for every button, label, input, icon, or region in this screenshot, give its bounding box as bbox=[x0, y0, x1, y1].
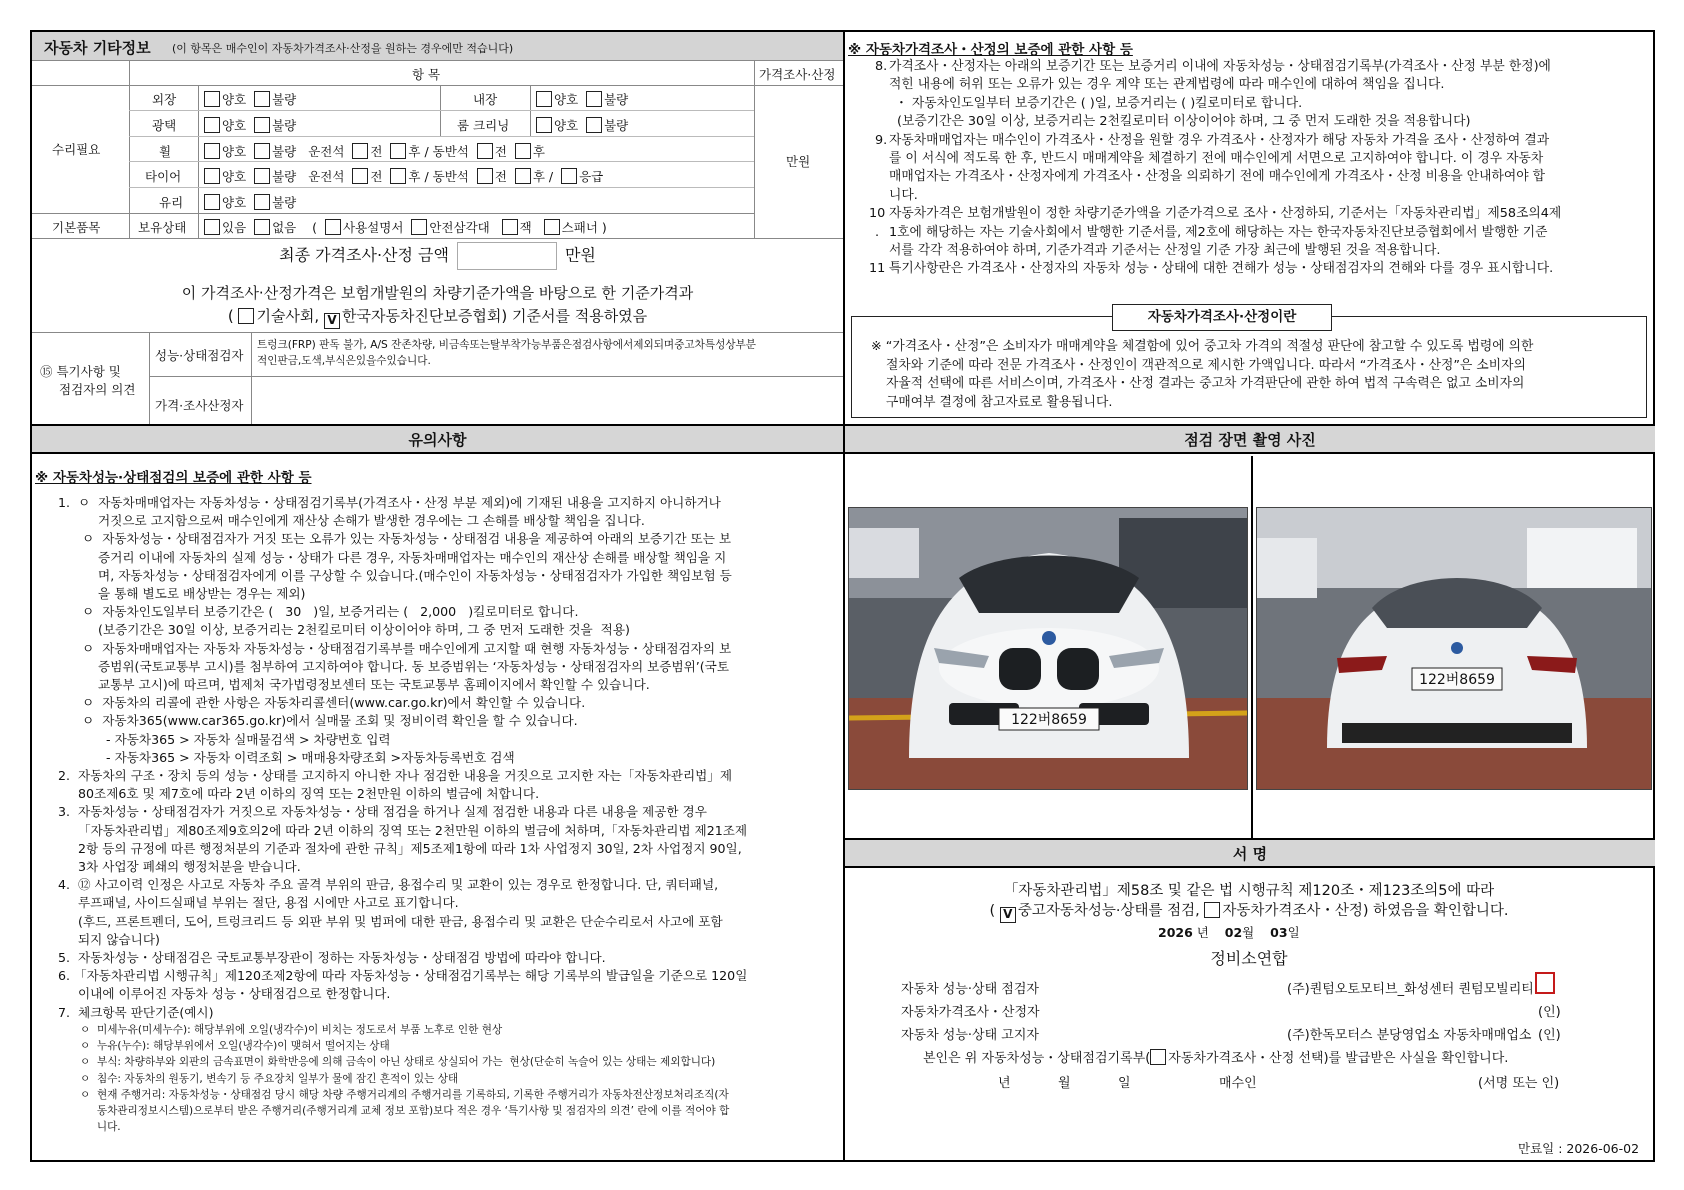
interior-options: 양호 불량 bbox=[536, 90, 628, 108]
notice-line: 거짓으로 고지함으로써 매수인에게 재산상 손해가 발생한 경우에는 그 손해를 배상할 책임을 집니다. bbox=[58, 513, 645, 529]
notice-line: 3차 사업장 폐쇄의 행정처분을 받습니다. bbox=[58, 859, 301, 875]
owned-options: 있음 없음 ( 사용설명서 안전삼각대 잭 스패너 ) bbox=[204, 218, 607, 236]
front-car-photo-image bbox=[849, 508, 1248, 790]
price-assessment-box-title: 자동차가격조사·산정이란 bbox=[1112, 304, 1332, 331]
notice-line: 7. 체크항목 판단기준(예시) bbox=[58, 1004, 214, 1020]
basis-engineers-checkbox[interactable] bbox=[238, 308, 254, 324]
price-unit: 만원 bbox=[786, 154, 811, 169]
notifier-seal: (인) bbox=[1538, 1028, 1561, 1043]
tire-driver-front-checkbox[interactable] bbox=[352, 168, 368, 184]
triangle-checkbox[interactable] bbox=[411, 219, 427, 235]
final-price-label: 최종 가격조사·산정 금액 bbox=[279, 245, 449, 265]
tire-bad-checkbox[interactable] bbox=[254, 168, 270, 184]
repair-needed-label: 수리필요 bbox=[52, 142, 101, 157]
criteria-line: ㅇ 누유(누수): 해당부위에서 오일(냉각수)이 맺혀서 떨어지는 상태 bbox=[80, 1040, 390, 1053]
tire-passenger-front-checkbox[interactable] bbox=[477, 168, 493, 184]
notice-line: 되지 않습니다) bbox=[58, 931, 160, 947]
photo-band: 점검 장면 촬영 사진 bbox=[845, 424, 1655, 454]
row-exterior-label: 외장 bbox=[152, 92, 177, 107]
notifier-name: (주)한독모터스 분당영업소 자동차매매업소 bbox=[1287, 1028, 1532, 1043]
jack-checkbox[interactable] bbox=[502, 219, 518, 235]
col-price-header: 가격조사·산정 bbox=[759, 67, 836, 82]
notice-line: 3. 자동차성능・상태점검자가 거짓으로 자동차성능・상태 점검을 하거나 실제 점검한 내용과 다른 내용을 제공한 경우 bbox=[58, 804, 707, 820]
wheel-driver-front-checkbox[interactable] bbox=[352, 143, 368, 159]
exterior-good-checkbox[interactable] bbox=[204, 91, 220, 107]
front-car-photo bbox=[848, 507, 1248, 790]
wheel-options: 양호 불량 운전석 전 후 / 동반석 전 후 bbox=[204, 142, 545, 160]
tire-good-checkbox[interactable] bbox=[204, 168, 220, 184]
notice-line: 2항 등의 규정에 따른 행정처분의 기준과 절차에 관한 규칙」제5조제1항에 따라 1차 사업정지 30일, 2차 사업정지 90일, bbox=[58, 840, 742, 856]
row-wheel-label: 휠 bbox=[159, 144, 172, 159]
glass-bad-checkbox[interactable] bbox=[254, 194, 270, 210]
rear-car-photo-image bbox=[1257, 508, 1652, 790]
row-room-cleaning-label: 룸 크리닝 bbox=[457, 118, 510, 133]
notice-line: 1. ㅇ 자동차매매업자는 자동차성능・상태점검기록부(가격조사・산정 부분 제외)에 기재된 내용을 고지하지 아니하거나 bbox=[58, 495, 721, 510]
notice-band: 유의사항 bbox=[32, 424, 843, 454]
inspection-record-sheet bbox=[30, 30, 1655, 1162]
row-tire-label: 타이어 bbox=[145, 169, 182, 184]
exterior-options: 양호 불량 bbox=[204, 90, 296, 108]
sign-org: 정비소연합 bbox=[1210, 949, 1288, 968]
wheel-bad-checkbox[interactable] bbox=[254, 143, 270, 159]
inspector-label: 자동차 성능·상태 점검자 bbox=[901, 982, 1039, 997]
room-cleaning-good-checkbox[interactable] bbox=[536, 117, 552, 133]
owned-have-checkbox[interactable] bbox=[204, 219, 220, 235]
notice-line: 교통부 고시)에 따르며, 법제처 국가법령정보센터 또는 국토교통부 홈페이지에서 확인할 수 있습니다. bbox=[58, 677, 650, 693]
row-interior-label: 내장 bbox=[473, 92, 498, 107]
performance-inspector-label: 성능·상태점검자 bbox=[155, 348, 244, 363]
criteria-line: 니다. bbox=[80, 1121, 121, 1134]
price-assessment-box-text: ※ “가격조사・산정”은 소비자가 매매계약을 체결함에 있어 중고차 가격의 적절성 판단에 참고할 수 있도록 법령에 의한 절차와 기준에 따라 전문 가격조사・산정인이 객관적으로 제시한 가액입니다. 따라서 “가격조사・산정”은 소비자의 자율적 선택에 따른 서비스이며, 가격조사・산정 결과는 중고차 가격판단에 관한 하여 법적 구속력은 없고 소비자의 구매여부 결정에 참고자료로 활용됩니다. bbox=[871, 339, 1534, 410]
notice-line: 며, 자동차성능・상태점검자에게 이를 구상할 수 있습니다.(매수인이 자동차성능・상태점검자가 가입한 책임보험 등 bbox=[58, 567, 732, 583]
basis-line-1: 이 가격조사·산정가격은 보험개발원의 차량기준가액을 바탕으로 한 기준가격과 bbox=[181, 284, 694, 302]
notice-line: 루프패널, 사이드실패널 부위는 절단, 용접 시에만 사고로 표기합니다. bbox=[58, 895, 459, 911]
wheel-good-checkbox[interactable] bbox=[204, 143, 220, 159]
col-item-header: 항 목 bbox=[412, 67, 441, 82]
notice-line: 을 통해 별도로 배상받는 경우는 제외) bbox=[58, 586, 306, 602]
row-polish-label: 광택 bbox=[152, 118, 177, 133]
notice-line: ㅇ 자동차매매업자는 자동차 자동차성능・상태점검기록부를 매수인에게 고지할 때 현행 자동차성능・상태점검자의 보 bbox=[58, 640, 732, 656]
owned-none-checkbox[interactable] bbox=[254, 219, 270, 235]
buyer-price-checkbox[interactable] bbox=[1150, 1049, 1166, 1065]
inspector-name: (주)퀀텀오토모티브_화성센터 퀀텀모빌리티 bbox=[1287, 982, 1534, 997]
company-seal-icon bbox=[1535, 972, 1555, 994]
rear-car-photo bbox=[1256, 507, 1652, 790]
price-inspector-label: 가격·조사산정자 bbox=[155, 398, 244, 413]
notice-line: ㅇ 자동차365(www.car365.go.kr)에서 실매물 조회 및 정비이력 확인을 할 수 있습니다. bbox=[58, 713, 578, 729]
exterior-bad-checkbox[interactable] bbox=[254, 91, 270, 107]
notice-line: 증범위(국토교통부 고시)를 첨부하여 고지하여야 합니다. 동 보증범위는 ‘자동차성능・상태점검자의 보증범위’(국토 bbox=[58, 658, 730, 674]
buyer-month-label: 월 bbox=[1058, 1076, 1071, 1091]
buyer-confirm: 본인은 위 자동차성능・상태점검기록부( 자동차가격조사・산정 선택)를 발급받은 사실을 확인합니다. bbox=[923, 1051, 1509, 1066]
basis-association-checkbox[interactable]: V bbox=[324, 313, 340, 329]
performance-inspector-note-2: 적인판금,도색,부식은있을수있습니다. bbox=[257, 355, 431, 367]
buyer-label: 매수인 bbox=[1219, 1076, 1257, 1091]
buyer-day-label: 일 bbox=[1118, 1076, 1131, 1091]
etc-info-note: (이 항목은 매수인이 자동차가격조사·산정을 원하는 경우에만 적습니다) bbox=[172, 42, 514, 55]
room-cleaning-options: 양호 불량 bbox=[536, 116, 628, 134]
sign-price-checkbox[interactable] bbox=[1204, 902, 1220, 918]
notice-line: 증거리 이내에 자동차의 실제 성능・상태가 다른 경우, 자동차매매업자는 매수인의 재산상 손해를 배상할 책임을 지 bbox=[58, 549, 727, 565]
final-price-input[interactable] bbox=[457, 242, 557, 270]
spanner-checkbox[interactable] bbox=[544, 219, 560, 235]
notice-line: 2. 자동차의 구조・장치 등의 성능・상태를 고지하지 아니한 자나 점검한 내용을 거짓으로 고지한 자는「자동차관리법」제 bbox=[58, 768, 733, 784]
criteria-line: ㅇ 현재 주행거리: 자동차성능・상태점검 당시 해당 차량 주행거리계의 주행거리를 기록하되, 기록한 주행거리가 자동차전산정보처리조직(자 bbox=[80, 1088, 729, 1101]
sign-date: 2026 년 02월 03일 bbox=[1158, 925, 1300, 940]
final-price-unit: 만원 bbox=[564, 245, 596, 265]
tire-passenger-rear-checkbox[interactable] bbox=[515, 168, 531, 184]
glass-options: 양호 불량 bbox=[204, 193, 296, 211]
notice-body bbox=[58, 494, 840, 1135]
basis-line-2: ( 기술사회, V 한국자동차진단보증협회) 기준서를 적용하였음 bbox=[227, 307, 648, 327]
criteria-lines bbox=[80, 1022, 840, 1135]
notice-line: 이내에 이루어진 자동차 성능・상태점검으로 한정합니다. bbox=[58, 986, 391, 1002]
polish-good-checkbox[interactable] bbox=[204, 117, 220, 133]
etc-info-title: 자동차 기타정보 bbox=[44, 39, 151, 57]
notice-line: 4. ⑫ 사고이력 인정은 사고로 자동차 주요 골격 부위의 판금, 용접수리 및 교환이 있는 경우로 한정합니다. 단, 쿼터패널, bbox=[58, 877, 719, 893]
notice-line: 6. 「자동차관리법 시행규칙」제120조제2항에 따라 자동차성능・상태점검기록부는 해당 기록부의 발급일을 기준으로 120일 bbox=[58, 968, 748, 984]
special-notes-label-1: ⑮ 특기사항 및 bbox=[40, 364, 121, 379]
criteria-line: 동차관리정보시스템)으로부터 받은 주행거리(주행거리계 교체 정보 포함)보다 적은 경우 ‘특기사항 및 점검자의 의견’ 란에 이를 적어야 합 bbox=[80, 1104, 730, 1117]
polish-bad-checkbox[interactable] bbox=[254, 117, 270, 133]
price-assessor-seal: (인) bbox=[1538, 1005, 1561, 1020]
notice-line: 「자동차관리법」제80조제9호의2에 따라 2년 이하의 징역 또는 2천만원 이하의 벌금에 처하며,「자동차관리법 제21조제 bbox=[58, 822, 748, 838]
buyer-year-label: 년 bbox=[998, 1076, 1011, 1091]
row-owned-label: 보유상태 bbox=[138, 220, 187, 235]
row-glass-label: 유리 bbox=[159, 195, 184, 210]
tire-emergency-checkbox[interactable] bbox=[561, 168, 577, 184]
criteria-line: ㅇ 미세누유(미세누수): 해당부위에 오일(냉각수)이 비치는 정도로서 부품 노후로 인한 현상 bbox=[80, 1023, 503, 1036]
tire-driver-rear-checkbox[interactable] bbox=[390, 168, 406, 184]
manual-checkbox[interactable] bbox=[325, 219, 341, 235]
criteria-line: ㅇ 침수: 자동차의 원동기, 변속기 등 주요장치 일부가 물에 잠긴 흔적이 있는 상태 bbox=[80, 1072, 459, 1085]
notice-title: ※ 자동차성능·상태점검의 보증에 관한 사항 등 bbox=[35, 470, 312, 486]
front-plate-text: 122버8659 bbox=[1011, 712, 1087, 728]
buyer-sign-note: (서명 또는 인) bbox=[1478, 1076, 1560, 1091]
notice-line: - 자동차365 > 자동차 이력조회 > 매매용차량조회 >자동차등록번호 검색 bbox=[58, 749, 515, 765]
performance-inspector-note-1: 트렁크(FRP) 판독 불가, A/S 잔존차량, 비금속또는탈부착가능부품은점검사항에서제외되며중고차특성상부분 bbox=[257, 339, 757, 351]
notifier-label: 자동차 성능·상태 고지자 bbox=[901, 1028, 1039, 1043]
wheel-passenger-rear-checkbox[interactable] bbox=[515, 143, 531, 159]
basic-items-label: 기본품목 bbox=[52, 220, 101, 235]
guarantee-title: ※ 자동차가격조사・산정의 보증에 관한 사항 등 bbox=[848, 42, 1133, 58]
interior-bad-checkbox[interactable] bbox=[586, 91, 602, 107]
left-half bbox=[32, 32, 845, 1160]
notice-line: 80조제6호 및 제7호에 따라 2년 이하의 징역 또는 2천만원 이하의 벌금에 처합니다. bbox=[58, 786, 540, 802]
notice-line: - 자동차365 > 자동차 실매물검색 > 차량번호 입력 bbox=[58, 731, 391, 747]
interior-good-checkbox[interactable] bbox=[536, 91, 552, 107]
etc-info-header bbox=[32, 32, 843, 61]
expiry-date: 만료일 : 2026-06-02 bbox=[1518, 1141, 1640, 1156]
criteria-line: ㅇ 부식: 차량하부와 외판의 금속표면이 화학반응에 의해 금속이 아닌 상태로 상실되어 가는 현상(단순히 녹슬어 있는 상태는 제외합니다) bbox=[80, 1056, 716, 1069]
notice-line: (보증기간은 30일 이상, 보증거리는 2천킬로미터 이상이어야 하며, 그 중 먼저 도래한 것을 적용) bbox=[58, 622, 630, 638]
right-half bbox=[845, 32, 1655, 1160]
notice-line: (후드, 프론트펜더, 도어, 트렁크리드 등 외판 부위 및 범퍼에 대한 판금, 용접수리 및 교환은 단순수리로서 사고에 포함 bbox=[58, 913, 723, 929]
price-assessor-label: 자동차가격조사・산정자 bbox=[901, 1005, 1040, 1020]
notice-line: ㅇ 자동차성능・상태점검자가 거짓 또는 오류가 있는 자동차성능・상태점검 내용을 제공하여 아래의 보증기간 또는 보 bbox=[58, 531, 732, 547]
final-price-row bbox=[32, 242, 843, 270]
special-notes-label-2: 점검자의 의견 bbox=[59, 382, 136, 397]
sign-line-1: 「자동차관리법」제58조 및 같은 법 시행규칙 제120조・제123조의5에 따라 bbox=[1003, 883, 1495, 899]
notice-lines bbox=[58, 494, 840, 1022]
inspector-seal bbox=[1535, 972, 1555, 997]
wheel-passenger-front-checkbox[interactable] bbox=[477, 143, 493, 159]
glass-good-checkbox[interactable] bbox=[204, 194, 220, 210]
rear-plate-text: 122버8659 bbox=[1419, 672, 1495, 688]
sign-band: 서 명 bbox=[845, 838, 1655, 868]
guarantee-items: 8. 가격조사・산정자는 아래의 보증기간 또는 보증거리 이내에 자동차성능・상태점검기록부(가격조사・산정 부분 한정)에 적힌 내용에 허위 또는 오류가 있는 경우 계약 또는 관계법령에 따라 매수인에 대하여 책임을 집니다. ・ 자동차인도일부터 보증기간은 ( )일, 보증거리는 ( )킬로미터로 합니다. (보증기간은 30일 이상, 보증거리는 2천킬로미터 이상이어야 하며, 그 중 먼저 도래한 것을 적용합니다) 9. 자동차매매업자는 매수인이 가격조사・산정을 원할 경우 가격조사・산정자가 해당 자동차 가격을 조사・산정하여 결과 를 이 서식에 적도록 한 후, 반드시 매매계약을 체결하기 전에 매수인에게 서면으로 고지하여야 합니다. 이 경우 자동차 매매업자는 가격조사・산정자에게 가격조사・산정을 의뢰하기 전에 매수인에게 가격조사・산정 비용을 안내하여야 합 니다. 10 자동차가격은 보험개발원이 정한 차량기준가액을 기준가격으로 조사・산정하되, 기준서는「자동차관리법」제58조의4제 . 1호에 해당하는 자는 기술사회에서 발행한 기준서를, 제2호에 해당하는 자는 한국자동차진단보증협회에서 발행한 기준 서를 각각 적용하여야 하며, 기준가격과 기준서는 산정일 기준 가장 최근에 발행된 것을 적용합니다. 11 특기사항란은 가격조사・산정자의 자동차 성능・상태에 대한 견해가 성능・상태점검자의 견해와 다를 경우 표시합니다. bbox=[869, 59, 1562, 277]
polish-options: 양호 불량 bbox=[204, 116, 296, 134]
notice-line: 5. 자동차성능・상태점검은 국토교통부장관이 정하는 자동차성능・상태점검 방법에 따라야 합니다. bbox=[58, 950, 606, 966]
wheel-driver-rear-checkbox[interactable] bbox=[390, 143, 406, 159]
sign-line-2: ( V 중고자동차성능·상태를 점검, 자동차가격조사・산정) 하였음을 확인합니다. bbox=[989, 903, 1509, 921]
notice-line: ㅇ 자동차의 리콜에 관한 사항은 자동차리콜센터(www.car.go.kr)에서 확인할 수 있습니다. bbox=[58, 695, 586, 711]
notice-line: ㅇ 자동차인도일부터 보증기간은 ( 30 )일, 보증거리는 ( 2,000 )킬로미터로 합니다. bbox=[58, 604, 579, 620]
room-cleaning-bad-checkbox[interactable] bbox=[586, 117, 602, 133]
sign-performance-checkbox[interactable]: V bbox=[1000, 907, 1016, 923]
tire-options: 양호 불량 운전석 전 후 / 동반석 전 후 / 응급 bbox=[204, 167, 603, 185]
